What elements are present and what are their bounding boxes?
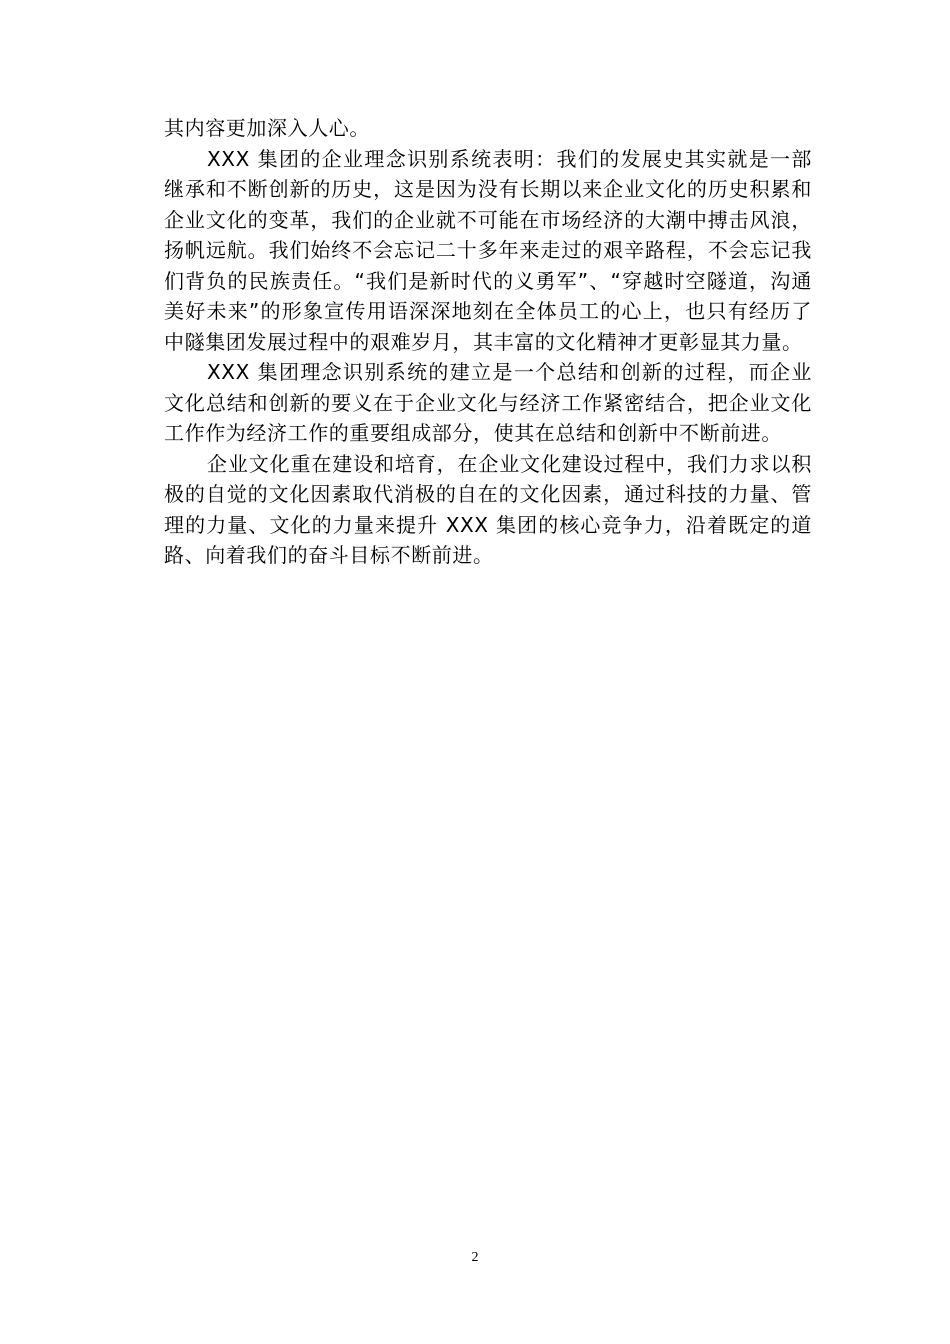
paragraph-continuation: 其内容更加深入人心。 — [164, 116, 370, 140]
paragraph-summary-innovation: XXX 集团理念识别系统的建立是一个总结和创新的过程，而企业文化总结和创新的要义在于企业文化与经济工作紧密结合，把企业文化工作作为经济工作的重要组成部分，使其在总结和创新中不断前进。 — [164, 360, 812, 445]
body-text — [164, 113, 812, 571]
paragraph-identity-system: XXX 集团的企业理念识别系统表明：我们的发展史其实就是一部继承和不断创新的历史，这是因为没有长期以来企业文化的历史积累和企业文化的变革，我们的企业就不可能在市场经济的大潮中搏击风浪，扬帆远航。我们始终不会忘记二十多年来走过的艰辛路程，不会忘记我们背负的民族责任。“我们是新时代的义勇军”、“穿越时空隧道，沟通美好未来”的形象宣传用语深深地刻在全体员工的心上，也只有经历了中隧集团发展过程中的艰难岁月，其丰富的文化精神才更彰显其力量。 — [164, 146, 812, 354]
paragraph-culture-building: 企业文化重在建设和培育，在企业文化建设过程中，我们力求以积极的自觉的文化因素取代消极的自在的文化因素，通过科技的力量、管理的力量、文化的力量来提升 XXX 集团的核心竞争力，沿着既定的道路、向着我们的奋斗目标不断前进。 — [164, 451, 812, 567]
page-number: 2 — [471, 1250, 479, 1265]
